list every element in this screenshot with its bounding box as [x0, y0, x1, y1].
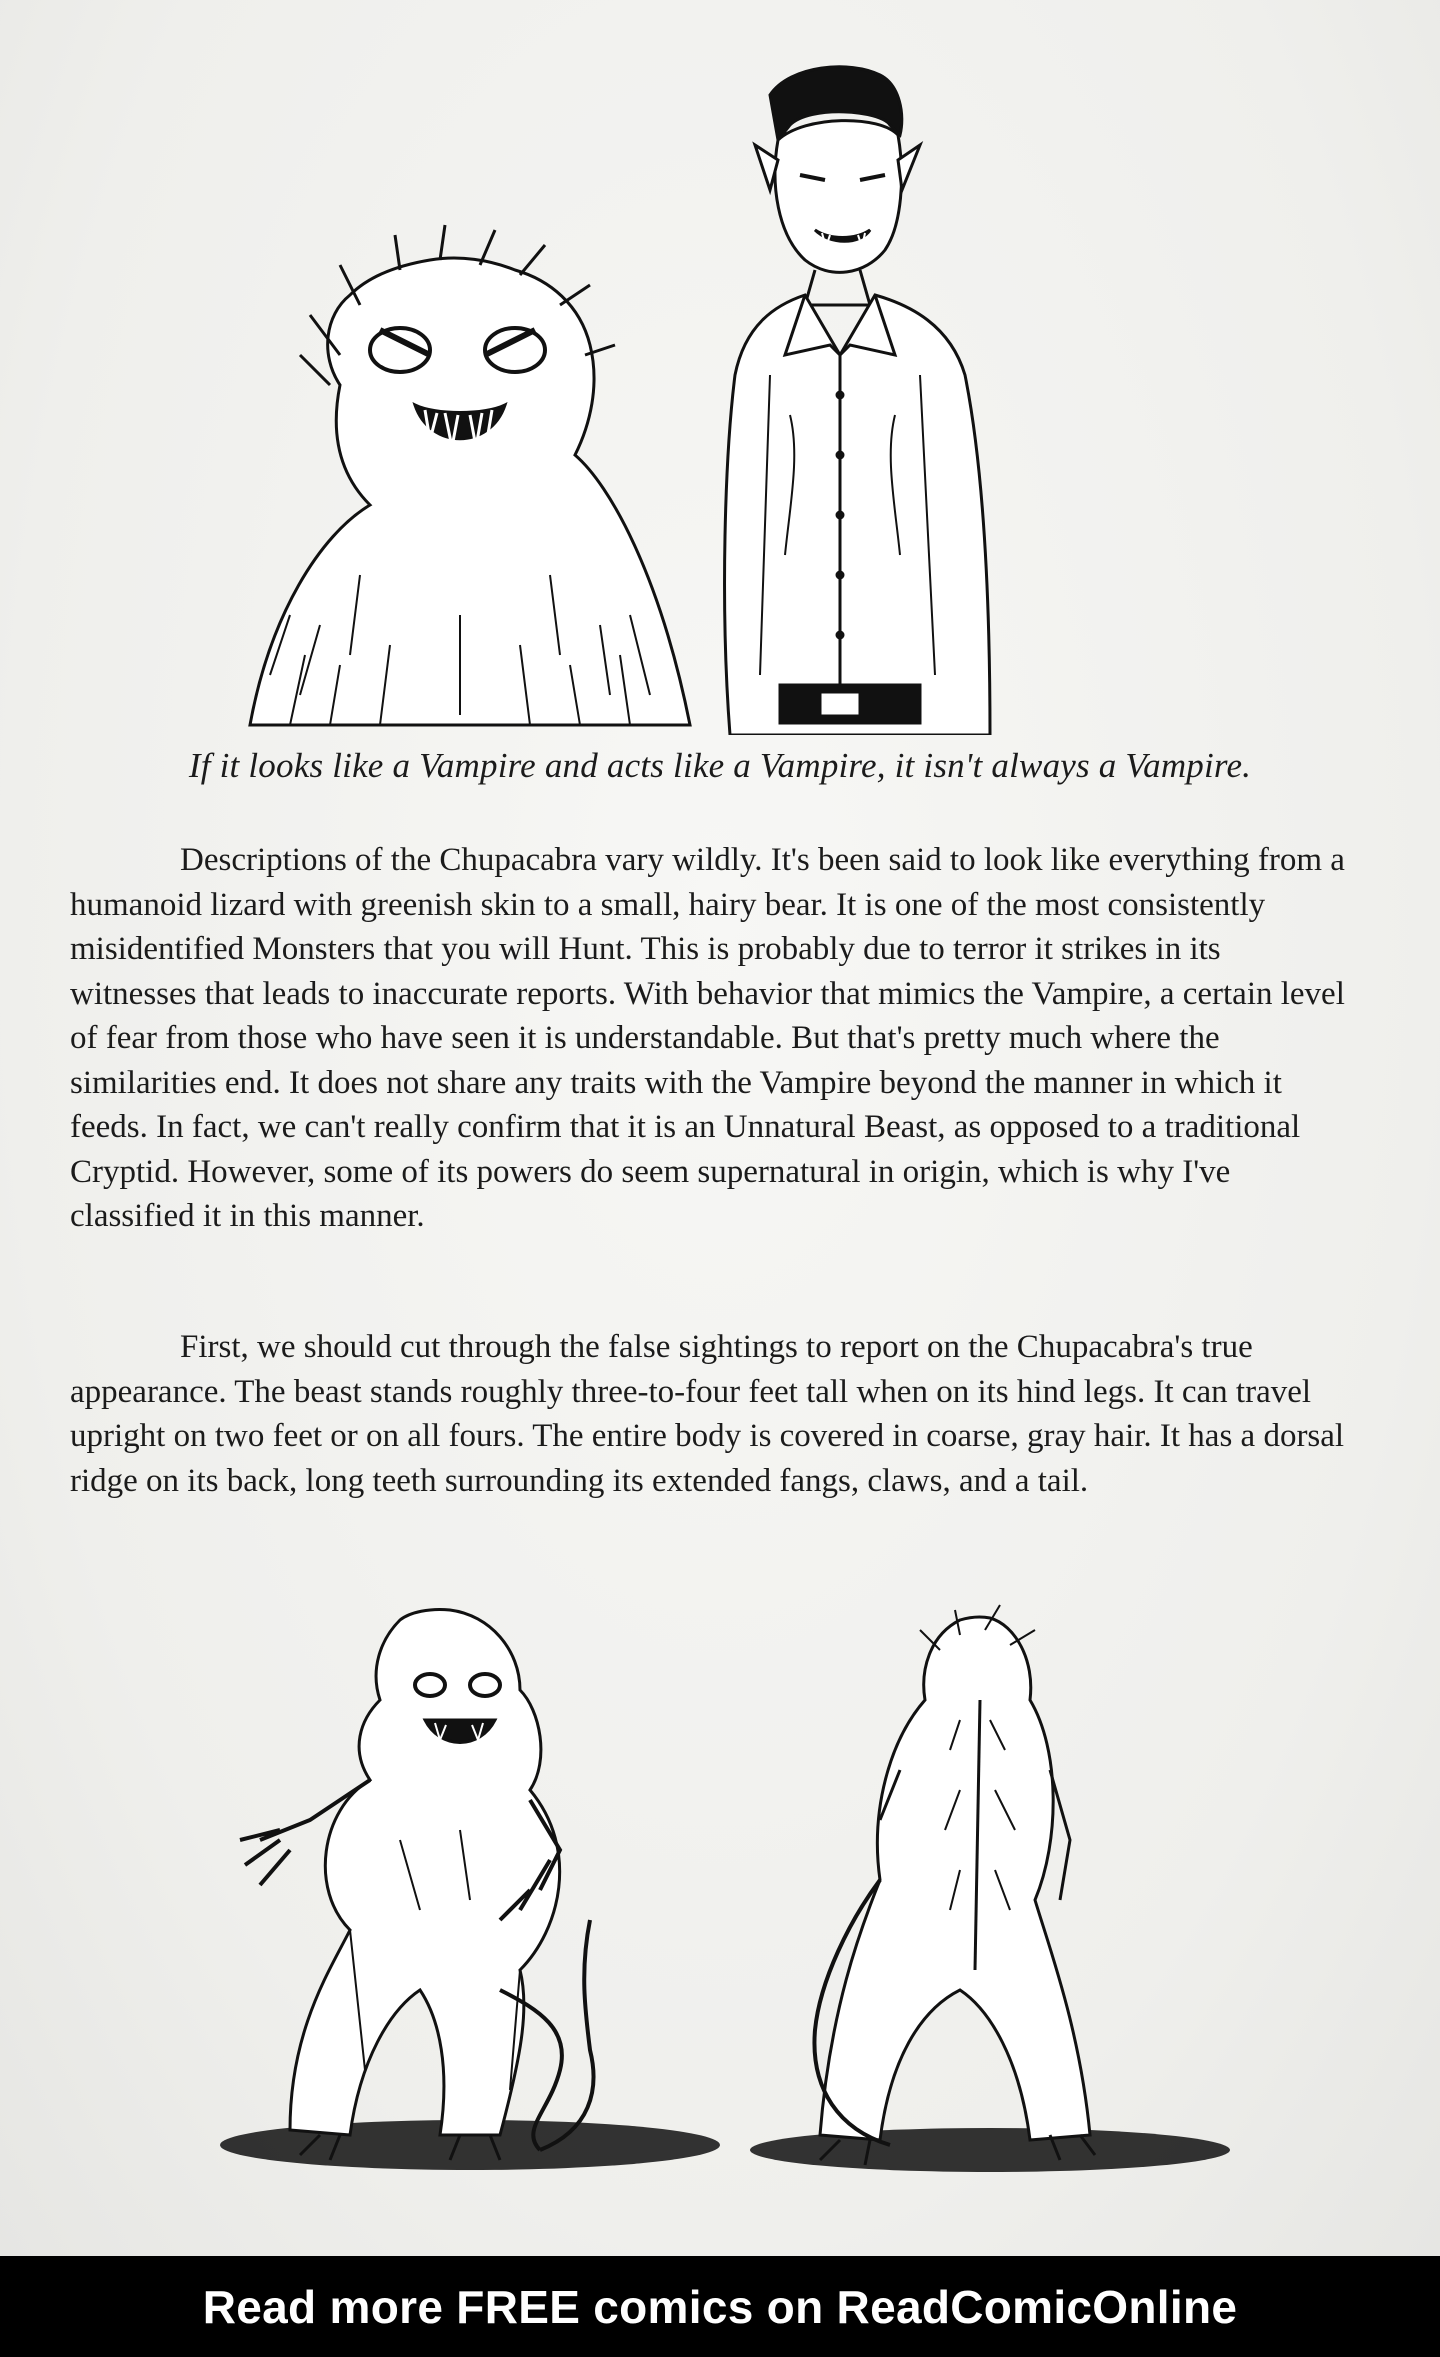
chupacabra-back-illustration — [814, 1605, 1095, 2165]
vampire-man-illustration — [725, 67, 990, 735]
paragraph-descriptions — [70, 838, 1350, 1239]
chupacabra-head-illustration — [250, 225, 690, 725]
paragraph-2-text: First, we should cut through the false sightings to report on the Chupacabra's true appearance. The beast stands roughly three-to-four feet tall when on its hind legs. It can travel upright on two feet or on all fours. The entire body is covered in coarse, gray hair. It has a dorsal ridge on its back, long teeth surrounding its extended fangs, claws, and a tail. — [70, 1329, 1345, 1499]
paragraph-1-text: Descriptions of the Chupacabra vary wildly. It's been said to look like everything from a humanoid lizard with greenish skin to a small, hairy bear. It is one of the most consistently misidentified Monsters that you will Hunt. This is probably due to terror it strikes in its witnesses that leads to inaccurate reports. With behavior that mimics the Vampire, a certain level of fear from those who have seen it is understandable. But that's pretty much where the similarities end. It does not share any traits with the Vampire beyond the manner in which it feeds. In fact, we can't really confirm that it is an Unnatural Beast, as opposed to a traditional Cryptid. However, some of its powers do seem supernatural in origin, which is why I've classified it in this manner. — [70, 842, 1345, 1234]
top-illustration — [230, 55, 1150, 735]
bottom-illustration — [200, 1590, 1260, 2190]
promo-banner-text[interactable]: Read more FREE comics on ReadComicOnline — [202, 2280, 1238, 2333]
paragraph-appearance — [70, 1325, 1350, 1503]
illustration-caption: If it looks like a Vampire and acts like a Vampire, it isn't always a Vampire. — [188, 746, 1252, 785]
promo-banner[interactable] — [0, 2256, 1440, 2357]
chupacabra-front-illustration — [240, 1609, 593, 2160]
